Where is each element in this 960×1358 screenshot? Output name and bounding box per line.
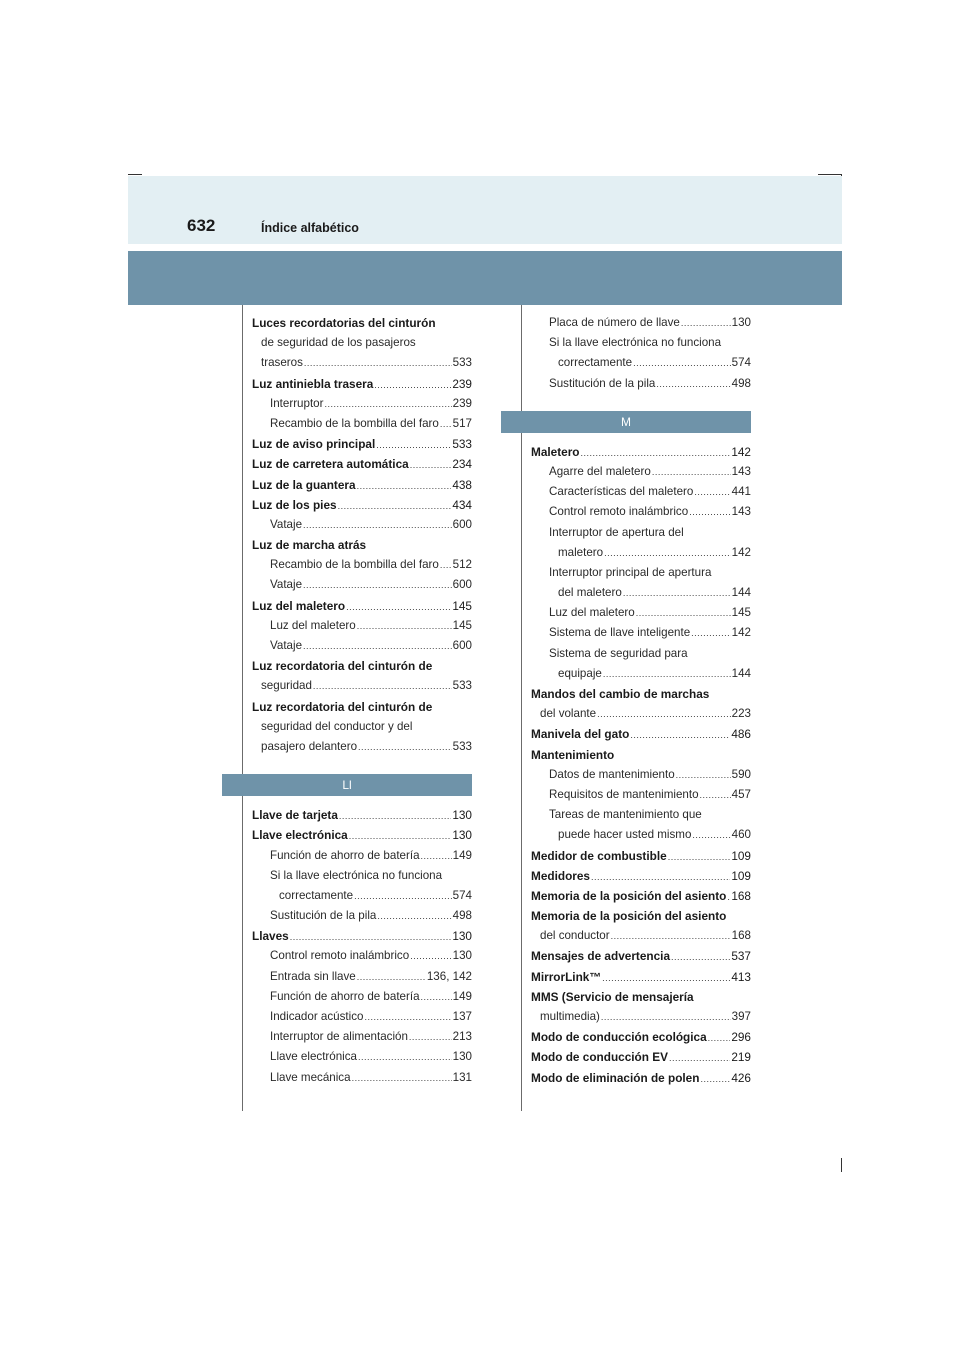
leader-dots	[611, 931, 731, 941]
index-term: Sistema de llave inteligente	[549, 626, 691, 640]
index-term: Luz recordatoria del cinturón de	[252, 659, 433, 674]
leader-dots	[604, 548, 731, 558]
leader-dots	[377, 911, 451, 921]
leader-dots	[630, 730, 730, 740]
page-reference: 397	[731, 1010, 751, 1023]
page-reference: 533	[452, 437, 472, 452]
index-entry	[222, 356, 472, 376]
page-reference: 498	[452, 909, 472, 923]
index-entry	[222, 437, 472, 457]
index-term: MirrorLink™	[531, 969, 602, 984]
leader-dots	[313, 681, 452, 691]
index-entry	[501, 748, 751, 768]
index-term: Agarre del maletero	[549, 464, 651, 478]
leader-dots	[290, 932, 452, 942]
leader-dots	[602, 973, 730, 983]
index-term: Maletero	[531, 444, 580, 459]
leader-dots	[681, 318, 731, 328]
index-column-left	[222, 316, 472, 1091]
leader-dots	[346, 602, 451, 612]
index-entry	[222, 740, 472, 760]
index-term: Luz de carretera automática	[252, 457, 409, 472]
leader-dots	[421, 851, 452, 861]
index-term: Características del maletero	[549, 485, 694, 499]
leader-dots	[374, 380, 451, 390]
index-entry	[222, 478, 472, 498]
page-reference: 239	[452, 376, 472, 391]
index-term: de seguridad de los pasajeros	[261, 336, 416, 350]
index-entry	[501, 768, 751, 788]
leader-dots	[669, 1053, 730, 1063]
leader-dots	[727, 892, 730, 902]
leader-dots	[364, 1012, 451, 1022]
page-reference: 130	[452, 808, 472, 823]
page-reference: 130	[452, 1050, 472, 1064]
index-term: Luz recordatoria del cinturón de	[252, 699, 433, 714]
page-reference: 574	[731, 356, 751, 370]
page-reference: 600	[452, 639, 472, 652]
page-reference: 142	[731, 444, 751, 459]
index-entry	[501, 1030, 751, 1050]
index-entry	[222, 1071, 472, 1091]
index-term: Interruptor	[270, 396, 324, 410]
index-term: Control remoto inalámbrico	[549, 505, 689, 519]
index-term: Luz de la guantera	[252, 477, 356, 492]
index-term: Recambio de la bombilla del faro	[270, 558, 439, 572]
index-entry	[501, 808, 751, 828]
index-term: del maletero	[558, 586, 622, 600]
index-entry	[222, 397, 472, 417]
page-reference: 574	[452, 888, 472, 902]
leader-dots	[352, 1073, 452, 1083]
index-term: Control remoto inalámbrico	[270, 949, 410, 963]
page-reference: 168	[731, 929, 751, 943]
index-term: Datos de mantenimiento	[549, 767, 675, 781]
index-entry	[501, 566, 751, 586]
index-term: Memoria de la posición del asiento	[531, 909, 727, 924]
page-reference: 537	[731, 949, 751, 964]
index-entry	[222, 377, 472, 397]
index-term: del conductor	[540, 929, 610, 943]
index-term: multimedia)	[540, 1010, 600, 1023]
page-reference: 498	[731, 376, 751, 390]
index-term: pasajero delantero	[261, 739, 358, 753]
index-entry	[501, 356, 751, 376]
index-entry	[501, 849, 751, 869]
index-term: Interruptor de apertura del	[549, 525, 684, 539]
index-term: Luces recordatorias del cinturón	[252, 316, 436, 330]
index-term: Luz del maletero	[549, 606, 635, 620]
index-term: Llave de tarjeta	[252, 808, 338, 823]
index-entry	[222, 1010, 472, 1030]
leader-dots	[357, 621, 452, 631]
page-reference: 219	[731, 1050, 751, 1065]
index-entry	[501, 990, 751, 1010]
leader-dots	[603, 669, 731, 679]
index-entry	[501, 485, 751, 505]
index-term: Función de ahorro de batería	[270, 989, 420, 1003]
index-entry	[222, 700, 472, 720]
index-entry	[222, 720, 472, 740]
index-term: Sustitución de la pila	[270, 909, 377, 923]
leader-dots	[354, 891, 452, 901]
page-reference: 457	[731, 787, 751, 801]
page-reference: 142	[731, 545, 751, 559]
crop-mark	[128, 174, 142, 175]
index-entry	[501, 1071, 751, 1091]
index-entry	[222, 970, 472, 990]
index-term: maletero	[558, 545, 604, 559]
index-entry	[501, 606, 751, 626]
index-term: Interruptor de alimentación	[270, 1030, 408, 1044]
index-entry	[222, 316, 472, 336]
page-title: Índice alfabético	[261, 221, 359, 235]
page-reference: 533	[452, 739, 472, 753]
leader-dots	[708, 1033, 731, 1043]
leader-dots	[591, 872, 730, 882]
leader-dots	[700, 790, 731, 800]
leader-dots	[633, 358, 731, 368]
leader-dots	[623, 588, 731, 598]
index-term: Medidores	[531, 868, 590, 883]
index-entry	[501, 647, 751, 667]
leader-dots	[689, 507, 730, 517]
page-reference: 130	[452, 949, 472, 963]
index-term: Tareas de mantenimiento que	[549, 808, 702, 822]
leader-dots	[700, 1074, 730, 1084]
index-entry	[222, 1050, 472, 1070]
leader-dots	[440, 419, 452, 429]
index-term: Placa de número de llave	[549, 316, 680, 329]
index-term: Si la llave electrónica no funciona	[270, 868, 443, 882]
index-entry	[222, 498, 472, 518]
leader-dots	[338, 501, 452, 511]
index-term: Función de ahorro de batería	[270, 848, 420, 862]
header-color-bar	[128, 251, 842, 305]
index-term: Mandos del cambio de marchas	[531, 687, 710, 701]
index-term: Vataje	[270, 517, 303, 531]
page-reference: 600	[452, 578, 472, 592]
index-entry	[501, 1050, 751, 1070]
index-term: correctamente	[279, 888, 354, 902]
index-term: Medidor de combustible	[531, 848, 667, 863]
page-number: 632	[187, 216, 216, 235]
index-entry	[501, 889, 751, 909]
index-term: Manivela del gato	[531, 727, 630, 742]
page-reference: 234	[452, 457, 472, 472]
index-entry	[501, 546, 751, 566]
index-entry	[222, 808, 472, 828]
leader-dots	[691, 628, 731, 638]
index-entry	[222, 889, 472, 909]
index-entry	[501, 869, 751, 889]
index-entry	[501, 445, 751, 465]
page-reference: 144	[731, 666, 751, 680]
page-reference: 143	[731, 464, 751, 478]
index-entry	[222, 949, 472, 969]
index-term: MMS (Servicio de mensajería	[531, 989, 694, 1004]
page-reference: 426	[731, 1070, 751, 1085]
leader-dots	[601, 1012, 731, 1022]
index-entry	[222, 909, 472, 929]
crop-mark	[818, 174, 842, 175]
leader-dots	[303, 520, 452, 530]
page-reference: 145	[452, 598, 472, 613]
leader-dots	[668, 852, 731, 862]
index-term: Requisitos de mantenimiento	[549, 787, 699, 801]
index-entry	[222, 336, 472, 356]
index-entry	[501, 788, 751, 808]
index-term: Luz de aviso principal	[252, 437, 376, 452]
index-term: seguridad	[261, 679, 312, 693]
index-term: Luz de marcha atrás	[252, 538, 367, 553]
page-reference: 145	[452, 618, 472, 632]
index-term: Entrada sin llave	[270, 969, 356, 983]
page-reference: 131	[452, 1070, 472, 1084]
index-entry	[501, 909, 751, 929]
page-reference: 296	[731, 1030, 751, 1045]
page-reference: 213	[452, 1030, 472, 1044]
index-entry	[222, 619, 472, 639]
page-reference: 434	[452, 497, 472, 512]
section-heading: M	[501, 411, 751, 433]
page-reference: 517	[452, 416, 472, 430]
page-reference: 223	[731, 707, 751, 721]
index-entry	[222, 869, 472, 889]
index-term: Indicador acústico	[270, 1010, 364, 1023]
leader-dots	[440, 560, 452, 570]
leader-dots	[692, 830, 730, 840]
index-entry	[222, 578, 472, 598]
page-reference: 109	[731, 848, 751, 863]
index-term: Memoria de la posición del asiento	[531, 888, 727, 903]
leader-dots	[303, 641, 452, 651]
leader-dots	[339, 811, 451, 821]
index-term: Vataje	[270, 578, 303, 592]
index-term: Llave electrónica	[270, 1050, 358, 1064]
header-band	[128, 176, 842, 244]
index-entry	[501, 707, 751, 727]
index-term: Luz del maletero	[270, 618, 356, 632]
index-term: del volante	[540, 707, 597, 721]
page-reference: 486	[731, 727, 751, 742]
index-entry	[222, 828, 472, 848]
page-reference: 109	[731, 868, 751, 883]
index-entry	[222, 639, 472, 659]
leader-dots	[303, 580, 452, 590]
index-entry	[501, 667, 751, 687]
page-reference: 130	[731, 316, 751, 329]
index-entry	[222, 679, 472, 699]
page-reference: 130	[452, 929, 472, 944]
index-entry	[501, 526, 751, 546]
index-entry	[501, 316, 751, 336]
page-reference: 130	[452, 828, 472, 843]
page-reference: 137	[452, 1010, 472, 1023]
leader-dots	[304, 358, 452, 368]
leader-dots	[376, 440, 451, 450]
index-entry	[501, 586, 751, 606]
index-entry	[222, 990, 472, 1010]
index-entry	[501, 727, 751, 747]
index-term: Llave electrónica	[252, 828, 348, 843]
index-entry	[501, 929, 751, 949]
index-entry	[222, 849, 472, 869]
leader-dots	[597, 709, 731, 719]
index-entry	[501, 465, 751, 485]
page-reference: 168	[731, 888, 751, 903]
page-reference: 533	[452, 679, 472, 693]
index-term: traseros	[261, 356, 303, 370]
page-reference: 413	[731, 969, 751, 984]
index-entry	[222, 457, 472, 477]
index-entry	[501, 687, 751, 707]
leader-dots	[358, 1052, 452, 1062]
page-reference: 590	[731, 767, 751, 781]
page-reference: 512	[452, 558, 472, 572]
index-entry	[222, 518, 472, 538]
index-column-right	[501, 316, 751, 1091]
index-entry	[501, 1010, 751, 1030]
leader-dots	[671, 952, 730, 962]
index-entry	[501, 970, 751, 990]
leader-dots	[409, 1032, 452, 1042]
index-entry	[222, 538, 472, 558]
index-term: Si la llave electrónica no funciona	[549, 336, 722, 350]
index-term: Luz de los pies	[252, 497, 337, 512]
leader-dots	[357, 972, 426, 982]
leader-dots	[676, 770, 731, 780]
leader-dots	[358, 742, 452, 752]
page-reference: 441	[731, 485, 751, 499]
page-reference: 239	[452, 396, 472, 410]
index-term: correctamente	[558, 356, 633, 370]
index-entry	[222, 659, 472, 679]
index-entry	[222, 417, 472, 437]
index-entry	[222, 558, 472, 578]
index-term: Modo de conducción ecológica	[531, 1030, 707, 1045]
page-reference: 149	[452, 848, 472, 862]
index-entry	[501, 626, 751, 646]
index-term: Modo de eliminación de polen	[531, 1070, 700, 1085]
index-term: equipaje	[558, 666, 602, 680]
index-term: Modo de conducción EV	[531, 1050, 668, 1065]
index-entry	[222, 929, 472, 949]
leader-dots	[694, 487, 730, 497]
leader-dots	[581, 448, 731, 458]
page-reference: 600	[452, 517, 472, 531]
index-entry	[501, 505, 751, 525]
page-reference: 144	[731, 586, 751, 600]
page-reference: 142	[731, 626, 751, 640]
index-entry	[501, 949, 751, 969]
leader-dots	[349, 831, 452, 841]
page-reference: 149	[452, 989, 472, 1003]
index-entry	[501, 828, 751, 848]
index-entry	[222, 1030, 472, 1050]
index-term: Llaves	[252, 929, 289, 944]
leader-dots	[357, 481, 452, 491]
page-reference: 145	[731, 606, 751, 620]
leader-dots	[325, 399, 452, 409]
index-term: Vataje	[270, 639, 303, 652]
index-term: Llave mecánica	[270, 1070, 351, 1084]
index-entry	[501, 336, 751, 356]
leader-dots	[656, 379, 730, 389]
page-reference: 438	[452, 477, 472, 492]
index-term: Recambio de la bombilla del faro	[270, 416, 439, 430]
page-reference: 143	[731, 505, 751, 519]
page-reference: 136, 142	[426, 969, 472, 983]
index-term: Sistema de seguridad para	[549, 646, 688, 660]
index-term: Luz antiniebla trasera	[252, 376, 374, 391]
index-entry	[501, 377, 751, 397]
section-heading: Ll	[222, 774, 472, 796]
index-term: Mantenimiento	[531, 747, 615, 762]
index-entry	[222, 599, 472, 619]
page-reference: 533	[452, 356, 472, 370]
leader-dots	[410, 460, 452, 470]
crop-mark	[841, 1158, 842, 1172]
index-term: seguridad del conductor y del	[261, 719, 413, 733]
leader-dots	[410, 951, 451, 961]
page-reference: 460	[731, 828, 751, 842]
leader-dots	[652, 467, 731, 477]
index-term: Luz del maletero	[252, 598, 346, 613]
index-term: puede hacer usted mismo	[558, 828, 692, 842]
index-term: Mensajes de advertencia	[531, 949, 671, 964]
index-term: Interruptor principal de apertura	[549, 565, 712, 579]
leader-dots	[636, 608, 731, 618]
index-term: Sustitución de la pila	[549, 376, 656, 390]
leader-dots	[421, 992, 452, 1002]
